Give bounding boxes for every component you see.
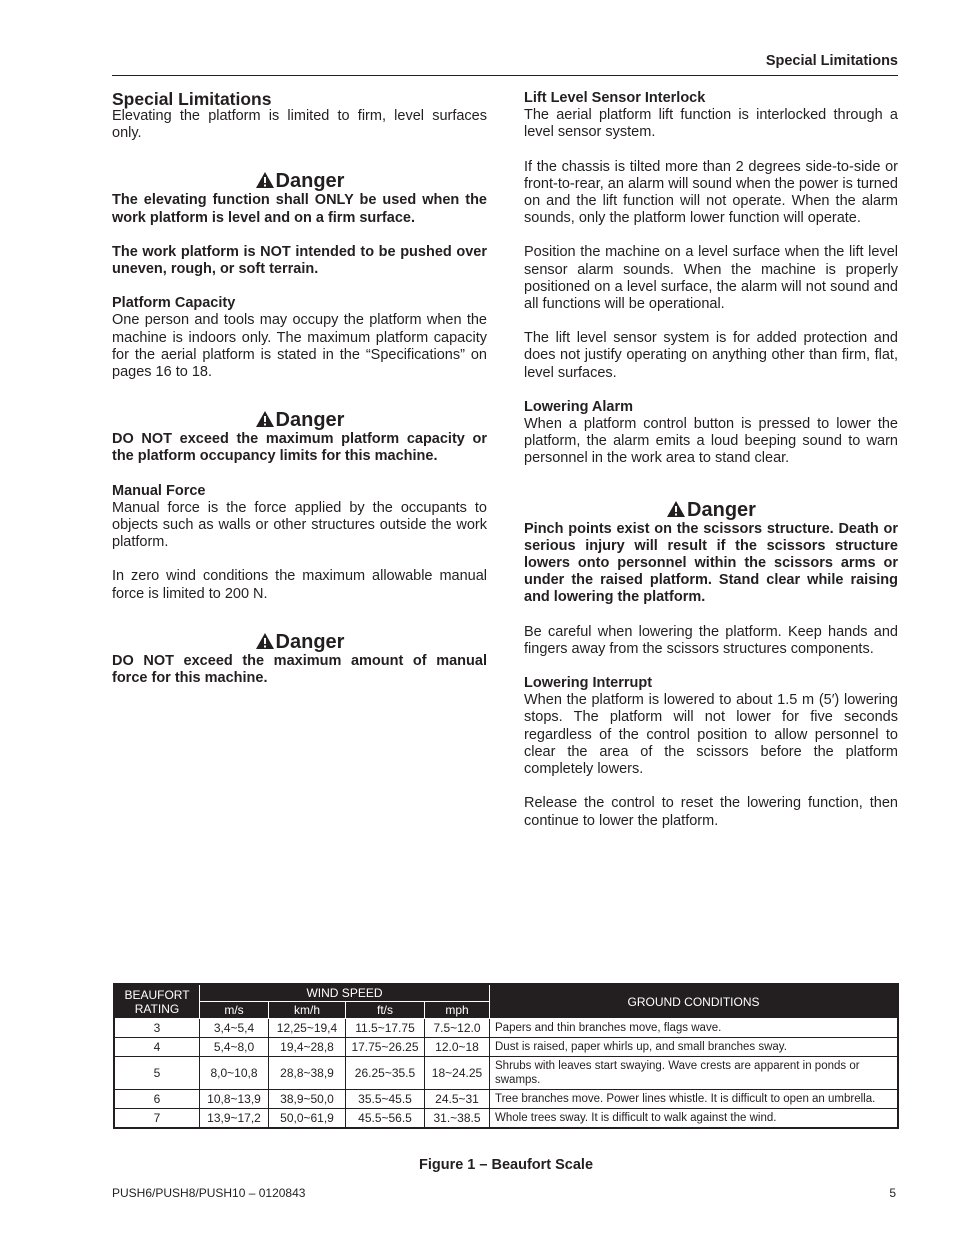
conditions-cell: Shrubs with leaves start swaying. Wave crests are apparent in ponds or swamps. [490,1057,899,1090]
table-row [114,1038,898,1057]
unit-header: mph [425,1002,490,1019]
conditions-cell: Tree branches move. Power lines whistle. It is difficult to open an umbrella. [490,1090,899,1109]
kmh-cell: 12,25~19,4 [269,1019,346,1038]
danger-text: DO NOT exceed the maximum platform capacity or the platform occupancy limits for this machine. [112,431,487,465]
careful-paragraph: Be careful when lowering the platform. Keep hands and fingers away from the scissors structures components. [524,623,898,657]
header-beaufort-rating: BEAUFORT RATING [114,984,200,1019]
unit-header: m/s [200,1002,269,1019]
capacity-paragraph: One person and tools may occupy the platform when the machine is indoors only. The maximum platform capacity for the aerial platform is stated in the “Specifications” on pages 16 to 18. [112,312,487,381]
danger-label: Danger [687,498,756,521]
fts-cell: 11.5~17.75 [346,1019,425,1038]
interlock-paragraph: Position the machine on a level surface when the lift level sensor alarm sounds. When the machine is properly positioned on a level surface, the alarm will not sound and all functions will be operational. [524,244,898,313]
danger-label: Danger [275,630,345,653]
subheading-manual-force: Manual Force [112,482,206,499]
page-number: 5 [889,1186,896,1200]
table-row [114,1057,898,1090]
right-column [524,90,898,847]
danger-callout-title [112,409,487,431]
header-ground-conditions: GROUND CONDITIONS [490,984,899,1019]
danger-text: The elevating function shall ONLY be used when the work platform is level and on a firm surface. [112,192,487,226]
fts-cell: 26.25~35.5 [346,1057,425,1090]
warning-triangle-icon [255,632,275,650]
mph-cell: 31.~38.5 [425,1109,490,1129]
mph-cell: 12.0~18 [425,1038,490,1057]
footer-doc-id: PUSH6/PUSH8/PUSH10 – 0120843 [112,1186,306,1200]
header-wind-speed: WIND SPEED [200,984,490,1002]
kmh-cell: 28,8~38,9 [269,1057,346,1090]
mph-cell: 24.5~31 [425,1090,490,1109]
figure-caption: Figure 1 – Beaufort Scale [418,1157,594,1173]
mph-cell: 18~24.25 [425,1057,490,1090]
subheading-lowering-interrupt: Lowering Interrupt [524,675,653,692]
conditions-cell: Dust is raised, paper whirls up, and small branches sway. [490,1038,899,1057]
rating-cell: 4 [114,1038,200,1057]
warning-triangle-icon [255,171,275,189]
interrupt-paragraph: When the platform is lowered to about 1.5 m (5′) lowering stops. The platform will not lower for five seconds regardless of the control position to allow personnel to clear the area of the scissors before the platform completely lowers. [524,692,898,778]
unit-header: ft/s [346,1002,425,1019]
subheading-lowering-alarm: Lowering Alarm [524,398,634,415]
force-paragraph: In zero wind conditions the maximum allowable manual force is limited to 200 N. [112,568,487,602]
header-divider [112,75,898,76]
table-row [114,1019,898,1038]
danger-callout-title [112,170,487,192]
kmh-cell: 19,4~28,8 [269,1038,346,1057]
ms-cell: 13,9~17,2 [200,1109,269,1129]
rating-cell: 7 [114,1109,200,1129]
rating-cell: 3 [114,1019,200,1038]
danger-text: The work platform is NOT intended to be pushed over uneven, rough, or soft terrain. [112,243,487,278]
interlock-paragraph: The lift level sensor system is for added protection and does not justify operating on anything other than firm, flat, level surfaces. [524,330,898,381]
table-row [114,1109,898,1129]
conditions-cell: Whole trees sway. It is difficult to walk against the wind. [490,1109,899,1129]
interlock-paragraph: The aerial platform lift function is interlocked through a level sensor system. [524,107,898,141]
danger-label: Danger [275,409,345,432]
table-row [114,1090,898,1109]
alarm-paragraph: When a platform control button is pressed to lower the platform, the alarm emits a loud beeping sound to warn personnel in the work area to stand clear. [524,416,898,467]
rating-cell: 6 [114,1090,200,1109]
force-paragraph: Manual force is the force applied by the occupants to objects such as walls or other structures outside the work platform. [112,499,487,551]
danger-callout-title [524,499,898,521]
warning-triangle-icon [255,410,275,428]
subheading-platform-capacity: Platform Capacity [112,295,236,312]
left-column [112,90,487,704]
rating-cell: 5 [114,1057,200,1090]
danger-callout-title [112,631,487,653]
unit-header: km/h [269,1002,346,1019]
ms-cell: 8,0~10,8 [200,1057,269,1090]
ms-cell: 3,4~5,4 [200,1019,269,1038]
beaufort-scale-table [113,983,899,1129]
fts-cell: 35.5~45.5 [346,1090,425,1109]
danger-text: DO NOT exceed the maximum amount of manual force for this machine. [112,652,487,687]
ms-cell: 10,8~13,9 [200,1090,269,1109]
warning-triangle-icon [666,500,686,518]
interlock-paragraph: If the chassis is tilted more than 2 degrees side-to-side or front-to-rear, an alarm will sound when the power is turned on and the lift function will not operate. When the alarm sounds, only the platform lower function will operate. [524,158,898,227]
fts-cell: 45.5~56.5 [346,1109,425,1129]
section-heading: Special Limitations [112,89,272,109]
running-header: Special Limitations [765,53,898,69]
subheading-lift-level-sensor: Lift Level Sensor Interlock [524,90,706,106]
fts-cell: 17.75~26.25 [346,1038,425,1057]
intro-paragraph: Elevating the platform is limited to firm, level surfaces only. [112,108,487,142]
ms-cell: 5,4~8,0 [200,1038,269,1057]
interrupt-paragraph: Release the control to reset the lowering function, then continue to lower the platform. [524,795,898,829]
kmh-cell: 38,9~50,0 [269,1090,346,1109]
conditions-cell: Papers and thin branches move, flags wave. [490,1019,899,1038]
mph-cell: 7.5~12.0 [425,1019,490,1038]
kmh-cell: 50,0~61,9 [269,1109,346,1129]
danger-label: Danger [275,170,345,193]
danger-text: Pinch points exist on the scissors structure. Death or serious injury will result if the scissors structure lowers onto personnel within the scissors arms or under the raised platform. Stand clear while raising and lowering the platform. [524,520,898,606]
